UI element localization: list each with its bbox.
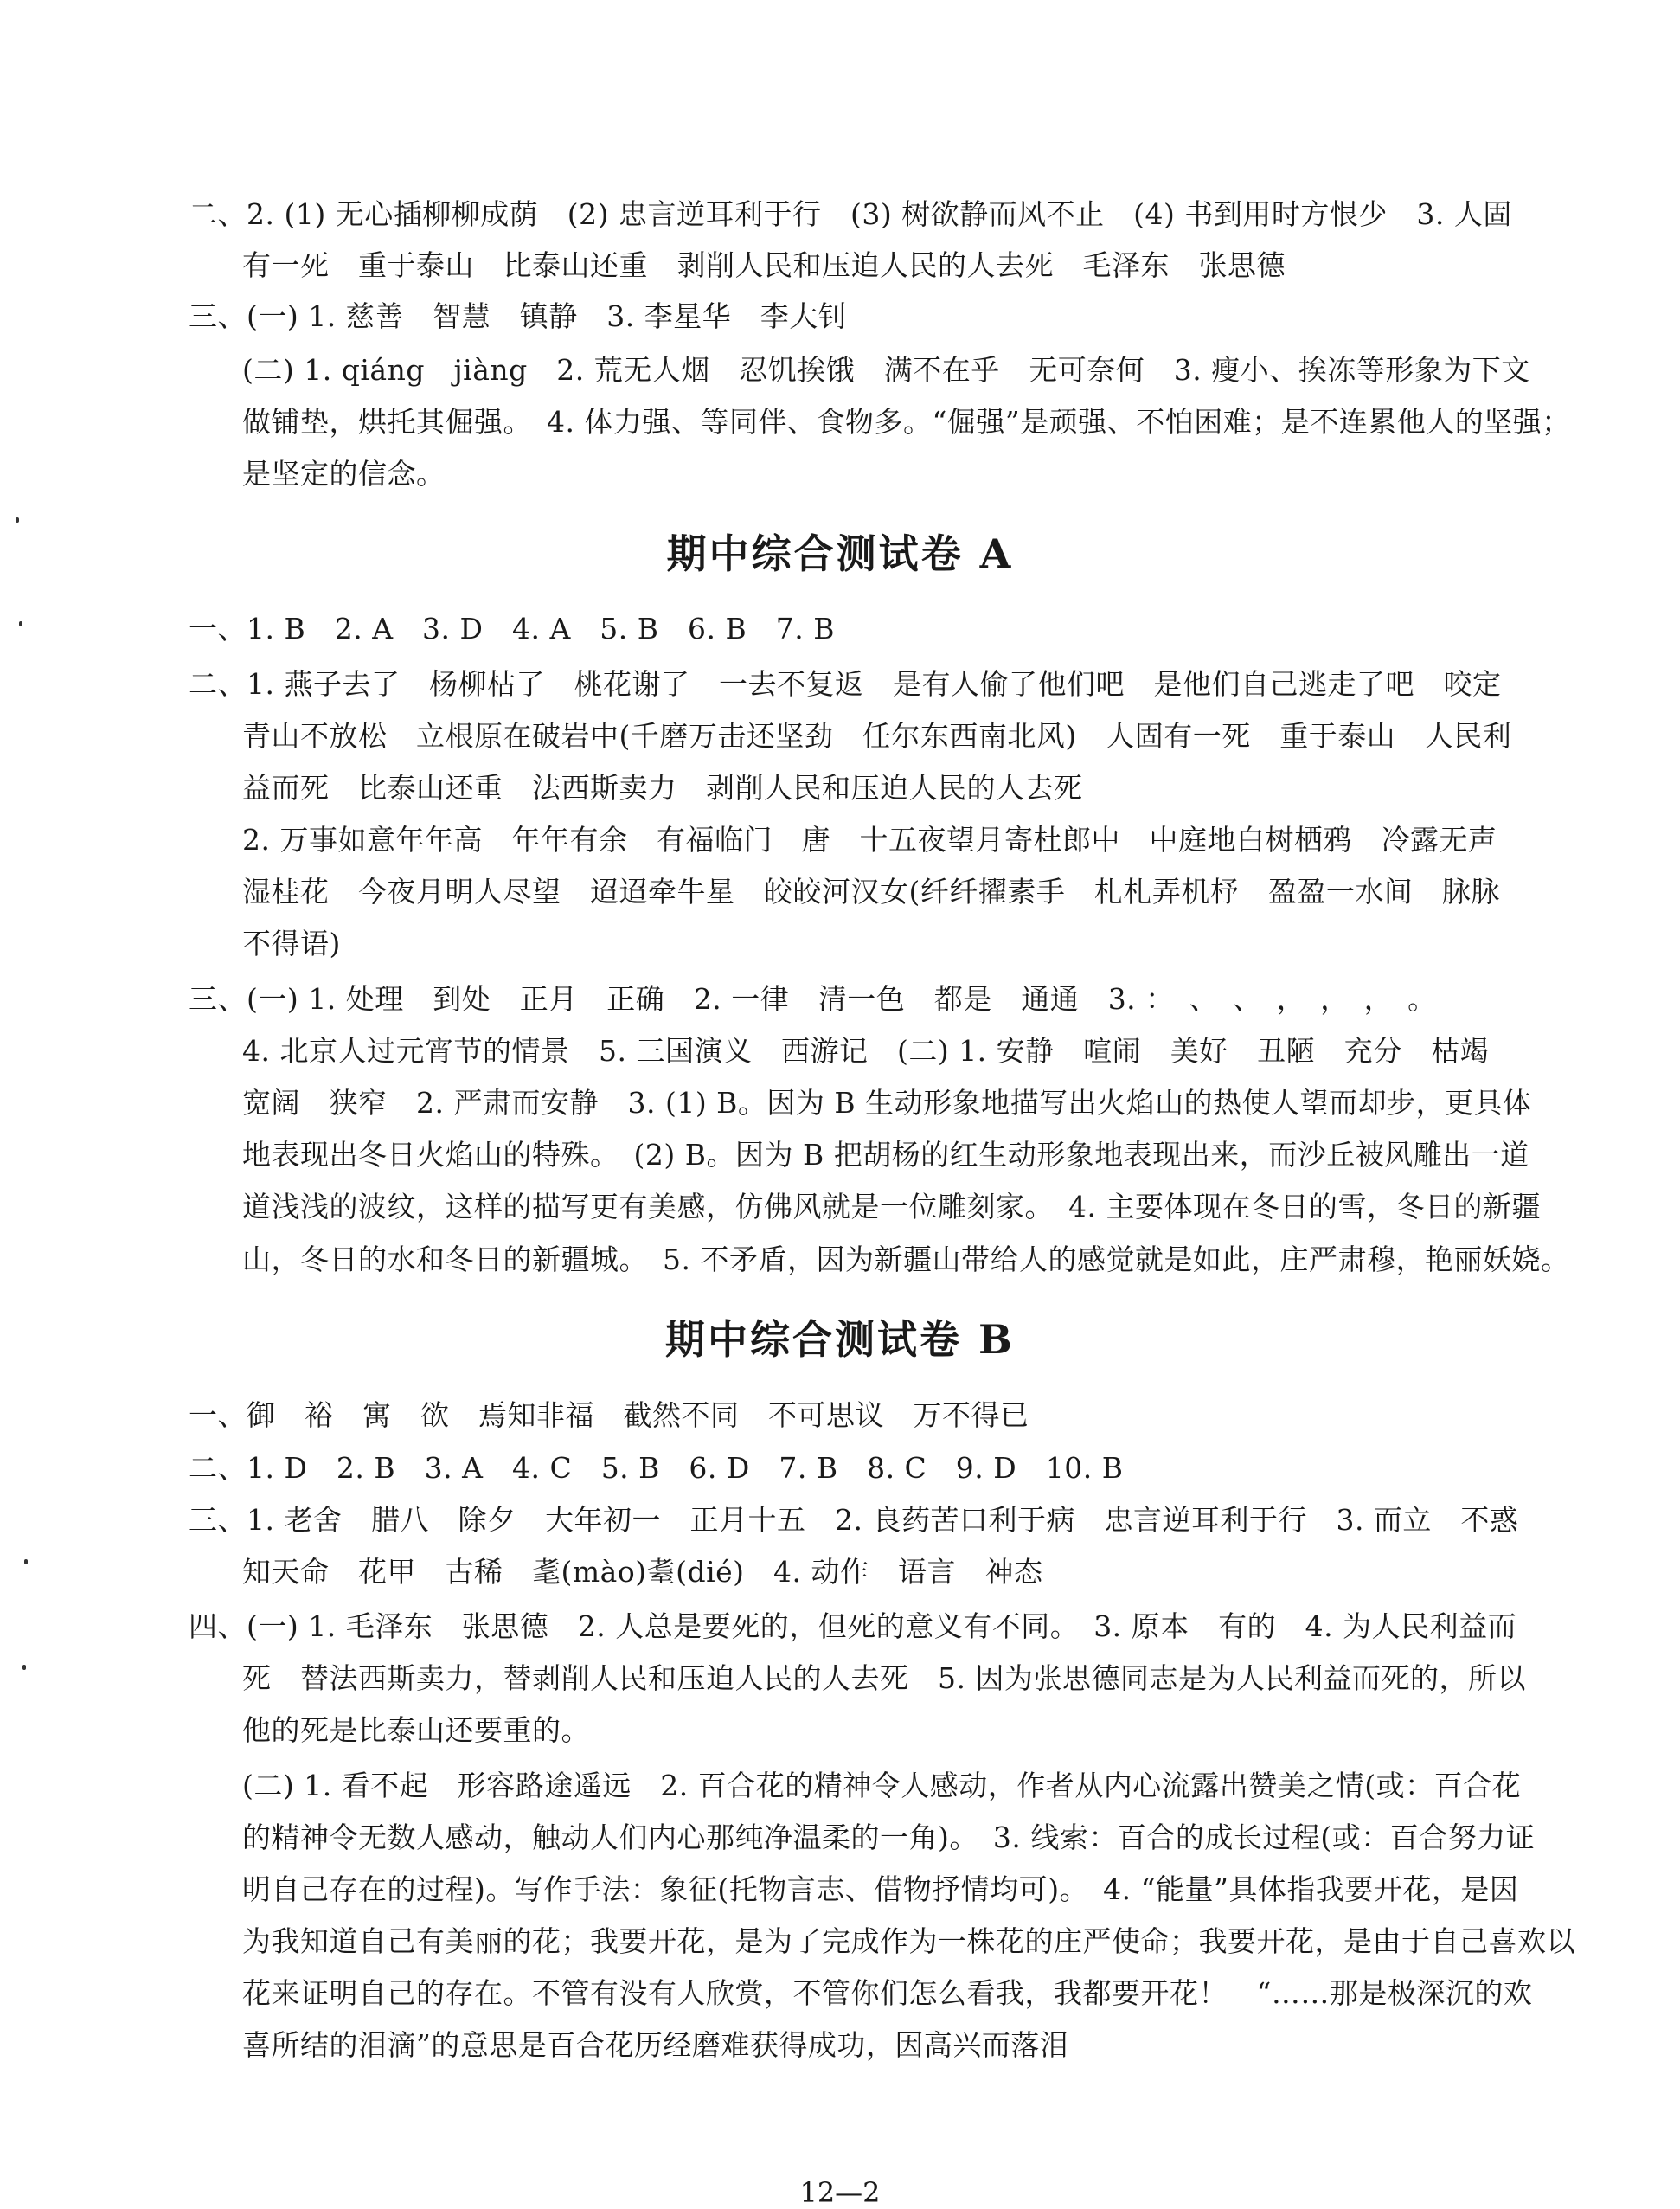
text-line: 是坚定的信念。 [242,457,446,491]
text-line: 青山不放松 立根原在破岩中(千磨万击还坚劲 任尔东西南北风) 人固有一死 重于泰山 人民利 [242,719,1512,753]
text-line: 三、(一) 1. 慈善 智慧 镇静 3. 李星华 李大钊 [189,299,848,333]
scan-speck [24,1559,28,1564]
page-number: 12—2 [799,2176,881,2209]
text-line: 山，冬日的水和冬日的新疆城。 5. 不矛盾，因为新疆山带给人的感觉就是如此，庄严肃穆，艳丽妖娆。 [242,1243,1570,1276]
text-line: 益而死 比泰山还重 法西斯卖力 剥削人民和压迫人民的人去死 [242,771,1083,805]
text-line: 不得语) [242,927,341,960]
text-line: 知天命 花甲 古稀 耄(mào)耋(dié) 4. 动作 语言 神态 [242,1555,1043,1589]
text-line: (二) 1. qiáng jiàng 2. 荒无人烟 忍饥挨饿 满不在乎 无可奈何 3. 瘦小、挨冻等形象为下文 [242,353,1530,387]
text-line: 三、(一) 1. 处理 到处 正月 正确 2. 一律 清一色 都是 通通 3. ： 、 、 ， ， ， 。 [189,982,1437,1016]
text-line: 死 替法西斯卖力，替剥削人民和压迫人民的人去死 5. 因为张思德同志是为人民利益而死的，所以 [242,1661,1526,1695]
text-line: 喜所结的泪滴”的意思是百合花历经磨难获得成功，因高兴而落泪 [242,2028,1069,2062]
text-line: 四、(一) 1. 毛泽东 张思德 2. 人总是要死的，但死的意义有不同。 3. 原本 有的 4. 为人民利益而 [189,1609,1517,1643]
text-line: 二、1. D 2. B 3. A 4. C 5. B 6. D 7. B 8. C 9. D 10. B [189,1451,1124,1485]
section-title-b: 期中综合测试卷 B [665,1316,1015,1363]
text-line: 道浅浅的波纹，这样的描写更有美感，仿佛风就是一位雕刻家。 4. 主要体现在冬日的雪，冬日的新疆 [242,1190,1541,1223]
text-line: 二、2. (1) 无心插柳柳成荫 (2) 忠言逆耳利于行 (3) 树欲静而风不止 (4) 书到用时方恨少 3. 人固 [189,197,1512,231]
scan-speck [22,1665,26,1670]
text-line: 湿桂花 今夜月明人尽望 迢迢牵牛星 皎皎河汉女(纤纤擢素手 札札弄机杼 盈盈一水间 脉脉 [242,875,1500,909]
text-line: 二、1. 燕子去了 杨柳枯了 桃花谢了 一去不复返 是有人偷了他们吧 是他们自己逃走了吧 咬定 [189,667,1502,701]
text-line: 宽阔 狭窄 2. 严肃而安静 3. (1) B。因为 B 生动形象地描写出火焰山的热使人望而却步，更具体 [242,1086,1532,1120]
text-line: 4. 北京人过元宵节的情景 5. 三国演义 西游记 (二) 1. 安静 喧闹 美好 丑陋 充分 枯竭 [242,1034,1490,1068]
text-line: 三、1. 老舍 腊八 除夕 大年初一 正月十五 2. 良药苦口利于病 忠言逆耳利于行 3. 而立 不惑 [189,1503,1519,1537]
text-line: 为我知道自己有美丽的花；我要开花，是为了完成作为一株花的庄严使命；我要开花，是由于自己喜欢以 [242,1924,1575,1958]
text-line: 一、1. B 2. A 3. D 4. A 5. B 6. B 7. B [189,612,835,645]
text-line: 地表现出冬日火焰山的特殊。 (2) B。因为 B 把胡杨的红生动形象地表现出来，而沙丘被风雕出一道 [242,1138,1529,1172]
text-line: 有一死 重于泰山 比泰山还重 剥削人民和压迫人民的人去死 毛泽东 张思德 [242,248,1286,282]
text-line: (二) 1. 看不起 形容路途遥远 2. 百合花的精神令人感动，作者从内心流露出赞美之情(或：百合花 [242,1769,1522,1802]
scan-speck [16,517,19,523]
section-title-a: 期中综合测试卷 A [666,530,1014,577]
text-line: 的精神令无数人感动，触动人们内心那纯净温柔的一角)。 3. 线索：百合的成长过程(或：百合努力证 [242,1820,1536,1854]
text-line: 一、御 裕 寓 欲 焉知非福 截然不同 不可思议 万不得已 [189,1398,1029,1432]
text-line: 做铺垫，烘托其倔强。 4. 体力强、等同伴、食物多。“倔强”是顽强、不怕困难；是不连累他人的坚强； [242,405,1571,439]
text-line: 2. 万事如意年年高 年年有余 有福临门 唐 十五夜望月寄杜郎中 中庭地白树栖鸦 冷露无声 [242,823,1497,857]
text-line: 明自己存在的过程)。写作手法：象征(托物言志、借物抒情均可)。 4. “能量”具体指我要开花，是因 [242,1872,1519,1906]
text-line: 他的死是比泰山还要重的。 [242,1713,590,1747]
scan-speck [19,621,22,626]
text-line: 花来证明自己的存在。不管有没有人欣赏，不管你们怎么看我，我都要开花！ “……那是极深沉的欢 [242,1976,1533,2010]
